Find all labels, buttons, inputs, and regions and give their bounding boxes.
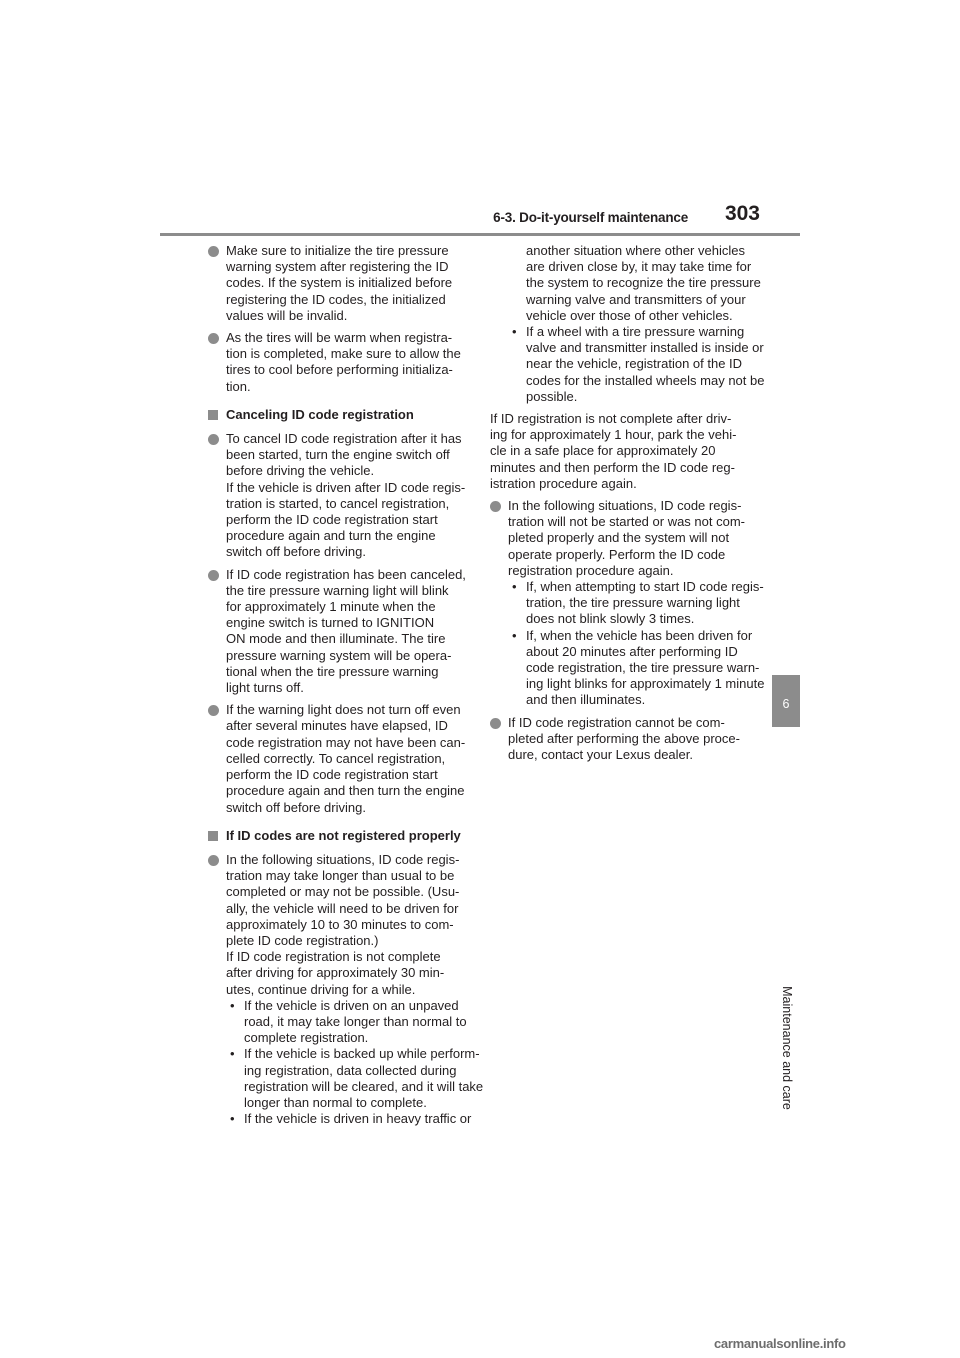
note-bullet [208, 852, 488, 1127]
text-line: If the vehicle is driven after ID code regis- [226, 479, 466, 495]
square-bullet-icon [208, 831, 218, 841]
text-block [244, 1111, 488, 1127]
watermark: carmanualsonline.info [714, 1336, 846, 1351]
text-line: To cancel ID code registration after it has [226, 431, 462, 447]
note-bullet [208, 243, 488, 324]
note-bullet [208, 431, 488, 561]
sub-item: • If, when attempting to start ID code regis- tration, the tire pressure warning light does not blink slowly 3 times. [508, 579, 770, 628]
circle-bullet-icon [208, 333, 219, 344]
sub-item-continued [508, 243, 770, 324]
text-line: utes, continue driving for a while. [226, 981, 416, 997]
text-line: warning valve and transmitters of your [526, 291, 746, 307]
text-line: longer than normal to complete. [244, 1094, 427, 1110]
section-heading: If ID codes are not registered properly [208, 828, 488, 844]
header-rule [160, 233, 800, 236]
text-line: tration is started, to cancel registration, [226, 495, 450, 511]
page-header [160, 200, 800, 236]
text-line: operate properly. Perform the ID code [508, 546, 726, 562]
text-block [526, 579, 770, 628]
text-line: procedure again and turn the engine [226, 528, 436, 544]
circle-bullet-icon [208, 570, 219, 581]
note-bullet [490, 715, 770, 764]
text-line: the tire pressure warning light will blink [226, 582, 449, 598]
text-line: warning system after registering the ID [226, 259, 449, 275]
text-line: codes. If the system is initialized before [226, 275, 453, 291]
text-block [226, 852, 488, 998]
text-line: tires to cool before performing initializa- [226, 362, 453, 378]
text-line: about 20 minutes after performing ID [526, 643, 738, 659]
text-line: another situation where other vehicles [526, 243, 745, 258]
text-line: registering the ID codes, the initialized [226, 291, 446, 307]
text-line: If the vehicle is driven on an unpaved [244, 997, 459, 1013]
text-line: valve and transmitter installed is inside or [526, 340, 764, 356]
text-block [490, 411, 770, 492]
text-line: perform the ID code registration start [226, 767, 438, 783]
text-line: values will be invalid. [226, 307, 348, 323]
circle-bullet-icon [208, 705, 219, 716]
text-line: If ID code registration cannot be com- [508, 714, 725, 730]
text-line: road, it may take longer than normal to [244, 1013, 467, 1029]
text-line: ing registration, data collected during [244, 1062, 457, 1078]
text-line: near the vehicle, registration of the ID [526, 356, 743, 372]
text-line: minutes and then perform the ID code reg- [490, 459, 735, 475]
text-block [526, 243, 770, 324]
text-line: If the vehicle is driven in heavy traffic or [244, 1111, 472, 1127]
text-line: If ID code registration is not complete [226, 949, 441, 965]
text-line: complete registration. [244, 1030, 369, 1046]
text-line: switch off before driving. [226, 544, 366, 560]
right-column [490, 243, 770, 769]
chapter-side-tab [772, 235, 800, 1190]
sub-item: • If, when the vehicle has been driven for about 20 minutes after performing ID code registration, the tire pressure warn- ing light blinks for approximately 1 minute and then illuminates. [508, 628, 770, 709]
text-line: been started, turn the engine switch off [226, 447, 450, 463]
circle-bullet-icon [490, 501, 501, 512]
circle-bullet-icon [208, 246, 219, 257]
text-line: after driving for approximately 30 min- [226, 965, 445, 981]
text-line: cle in a safe place for approximately 20 [490, 443, 716, 459]
chapter-title: Maintenance and care [780, 986, 794, 1110]
text-line: codes for the installed wheels may not be [526, 372, 765, 388]
text-line: If the warning light does not turn off even [226, 702, 461, 718]
text-line: code registration, the tire pressure warn- [526, 660, 760, 676]
text-line: tional when the tire pressure warning [226, 663, 439, 679]
text-line: tration may take longer than usual to be [226, 868, 455, 884]
text-block [244, 1046, 488, 1111]
chapter-number: 6 [782, 697, 790, 711]
text-line: If ID code registration has been canceled, [226, 566, 466, 582]
note-bullet [208, 702, 488, 815]
square-bullet-icon [208, 410, 218, 420]
text-line: for approximately 1 minute when the [226, 599, 436, 615]
text-block [244, 998, 488, 1047]
text-line: vehicle over those of other vehicles. [526, 307, 733, 323]
sub-item: • If a wheel with a tire pressure warning valve and transmitter installed is inside or near the vehicle, registration of the ID codes for the installed wheels may not be possible. [508, 324, 770, 405]
text-line: procedure again and then turn the engine [226, 783, 465, 799]
text-block [226, 431, 488, 561]
text-line: ing light blinks for approximately 1 minute [526, 676, 765, 692]
text-line: ing for approximately 1 hour, park the vehi- [490, 427, 737, 443]
text-line: switch off before driving. [226, 799, 366, 815]
text-line: code registration may not have been can- [226, 734, 466, 750]
text-line: As the tires will be warm when registra- [226, 330, 453, 346]
text-line: tration, the tire pressure warning light [526, 595, 740, 611]
text-line: pressure warning system will be opera- [226, 647, 452, 663]
text-line: If, when the vehicle has been driven for [526, 627, 753, 643]
page-number: 303 [724, 202, 760, 225]
text-line: tration will not be started or was not com- [508, 514, 745, 530]
text-line: If, when attempting to start ID code regis- [526, 579, 764, 595]
text-line: In the following situations, ID code regis- [508, 498, 742, 514]
text-line: dure, contact your Lexus dealer. [508, 747, 694, 763]
text-line: after several minutes have elapsed, ID [226, 718, 448, 734]
text-block [526, 628, 770, 709]
text-block [226, 567, 488, 697]
sub-item: • If the vehicle is driven on an unpaved road, it may take longer than normal to complete registration. [226, 998, 488, 1047]
text-line: engine switch is turned to IGNITION [226, 615, 435, 631]
text-line: completed or may not be possible. (Usu- [226, 884, 460, 900]
text-line: perform the ID code registration start [226, 512, 438, 528]
text-block [508, 498, 770, 579]
text-line: If ID registration is not complete after driv- [490, 411, 732, 427]
text-line: istration procedure again. [490, 475, 637, 491]
text-line: and then illuminates. [526, 692, 646, 708]
paragraph [490, 411, 770, 492]
text-line: possible. [526, 388, 578, 404]
text-line: tion is completed, make sure to allow the [226, 346, 461, 362]
note-continued [490, 243, 770, 405]
section-title: 6-3. Do-it-yourself maintenance [493, 210, 688, 225]
text-block [226, 243, 488, 324]
text-block [226, 330, 488, 395]
text-line: before driving the vehicle. [226, 463, 375, 479]
text-line: pleted after performing the above proce- [508, 730, 740, 746]
text-line: Make sure to initialize the tire pressure [226, 243, 449, 258]
text-line: plete ID code registration.) [226, 932, 379, 948]
text-line: celled correctly. To cancel registration, [226, 750, 446, 766]
text-block [226, 702, 488, 815]
text-line: approximately 10 to 30 minutes to com- [226, 916, 454, 932]
sub-item: • If the vehicle is driven in heavy traffic or [226, 1111, 488, 1127]
text-line: If a wheel with a tire pressure warning [526, 324, 745, 340]
note-bullet [490, 498, 770, 709]
text-line: ON mode and then illuminate. The tire [226, 631, 446, 647]
text-line: In the following situations, ID code regis- [226, 851, 460, 867]
sub-item: • If the vehicle is backed up while perform- ing registration, data collected during registration will be cleared, and it will take longer than normal to complete. [226, 1046, 488, 1111]
circle-bullet-icon [208, 855, 219, 866]
text-line: pleted properly and the system will not [508, 530, 730, 546]
text-line: If the vehicle is backed up while perform- [244, 1046, 480, 1062]
text-block [508, 715, 770, 764]
text-line: does not blink slowly 3 times. [526, 611, 695, 627]
text-line: registration will be cleared, and it will take [244, 1078, 484, 1094]
text-line: registration procedure again. [508, 562, 674, 578]
note-bullet [208, 567, 488, 697]
text-line: tion. [226, 378, 251, 394]
text-line: light turns off. [226, 680, 304, 696]
section-heading: Canceling ID code registration [208, 407, 488, 423]
note-bullet [208, 330, 488, 395]
text-line: ally, the vehicle will need to be driven for [226, 900, 459, 916]
left-column [208, 243, 488, 1127]
text-line: the system to recognize the tire pressure [526, 275, 761, 291]
circle-bullet-icon [490, 718, 501, 729]
circle-bullet-icon [208, 434, 219, 445]
text-block [526, 324, 770, 405]
text-line: are driven close by, it may take time for [526, 259, 752, 275]
